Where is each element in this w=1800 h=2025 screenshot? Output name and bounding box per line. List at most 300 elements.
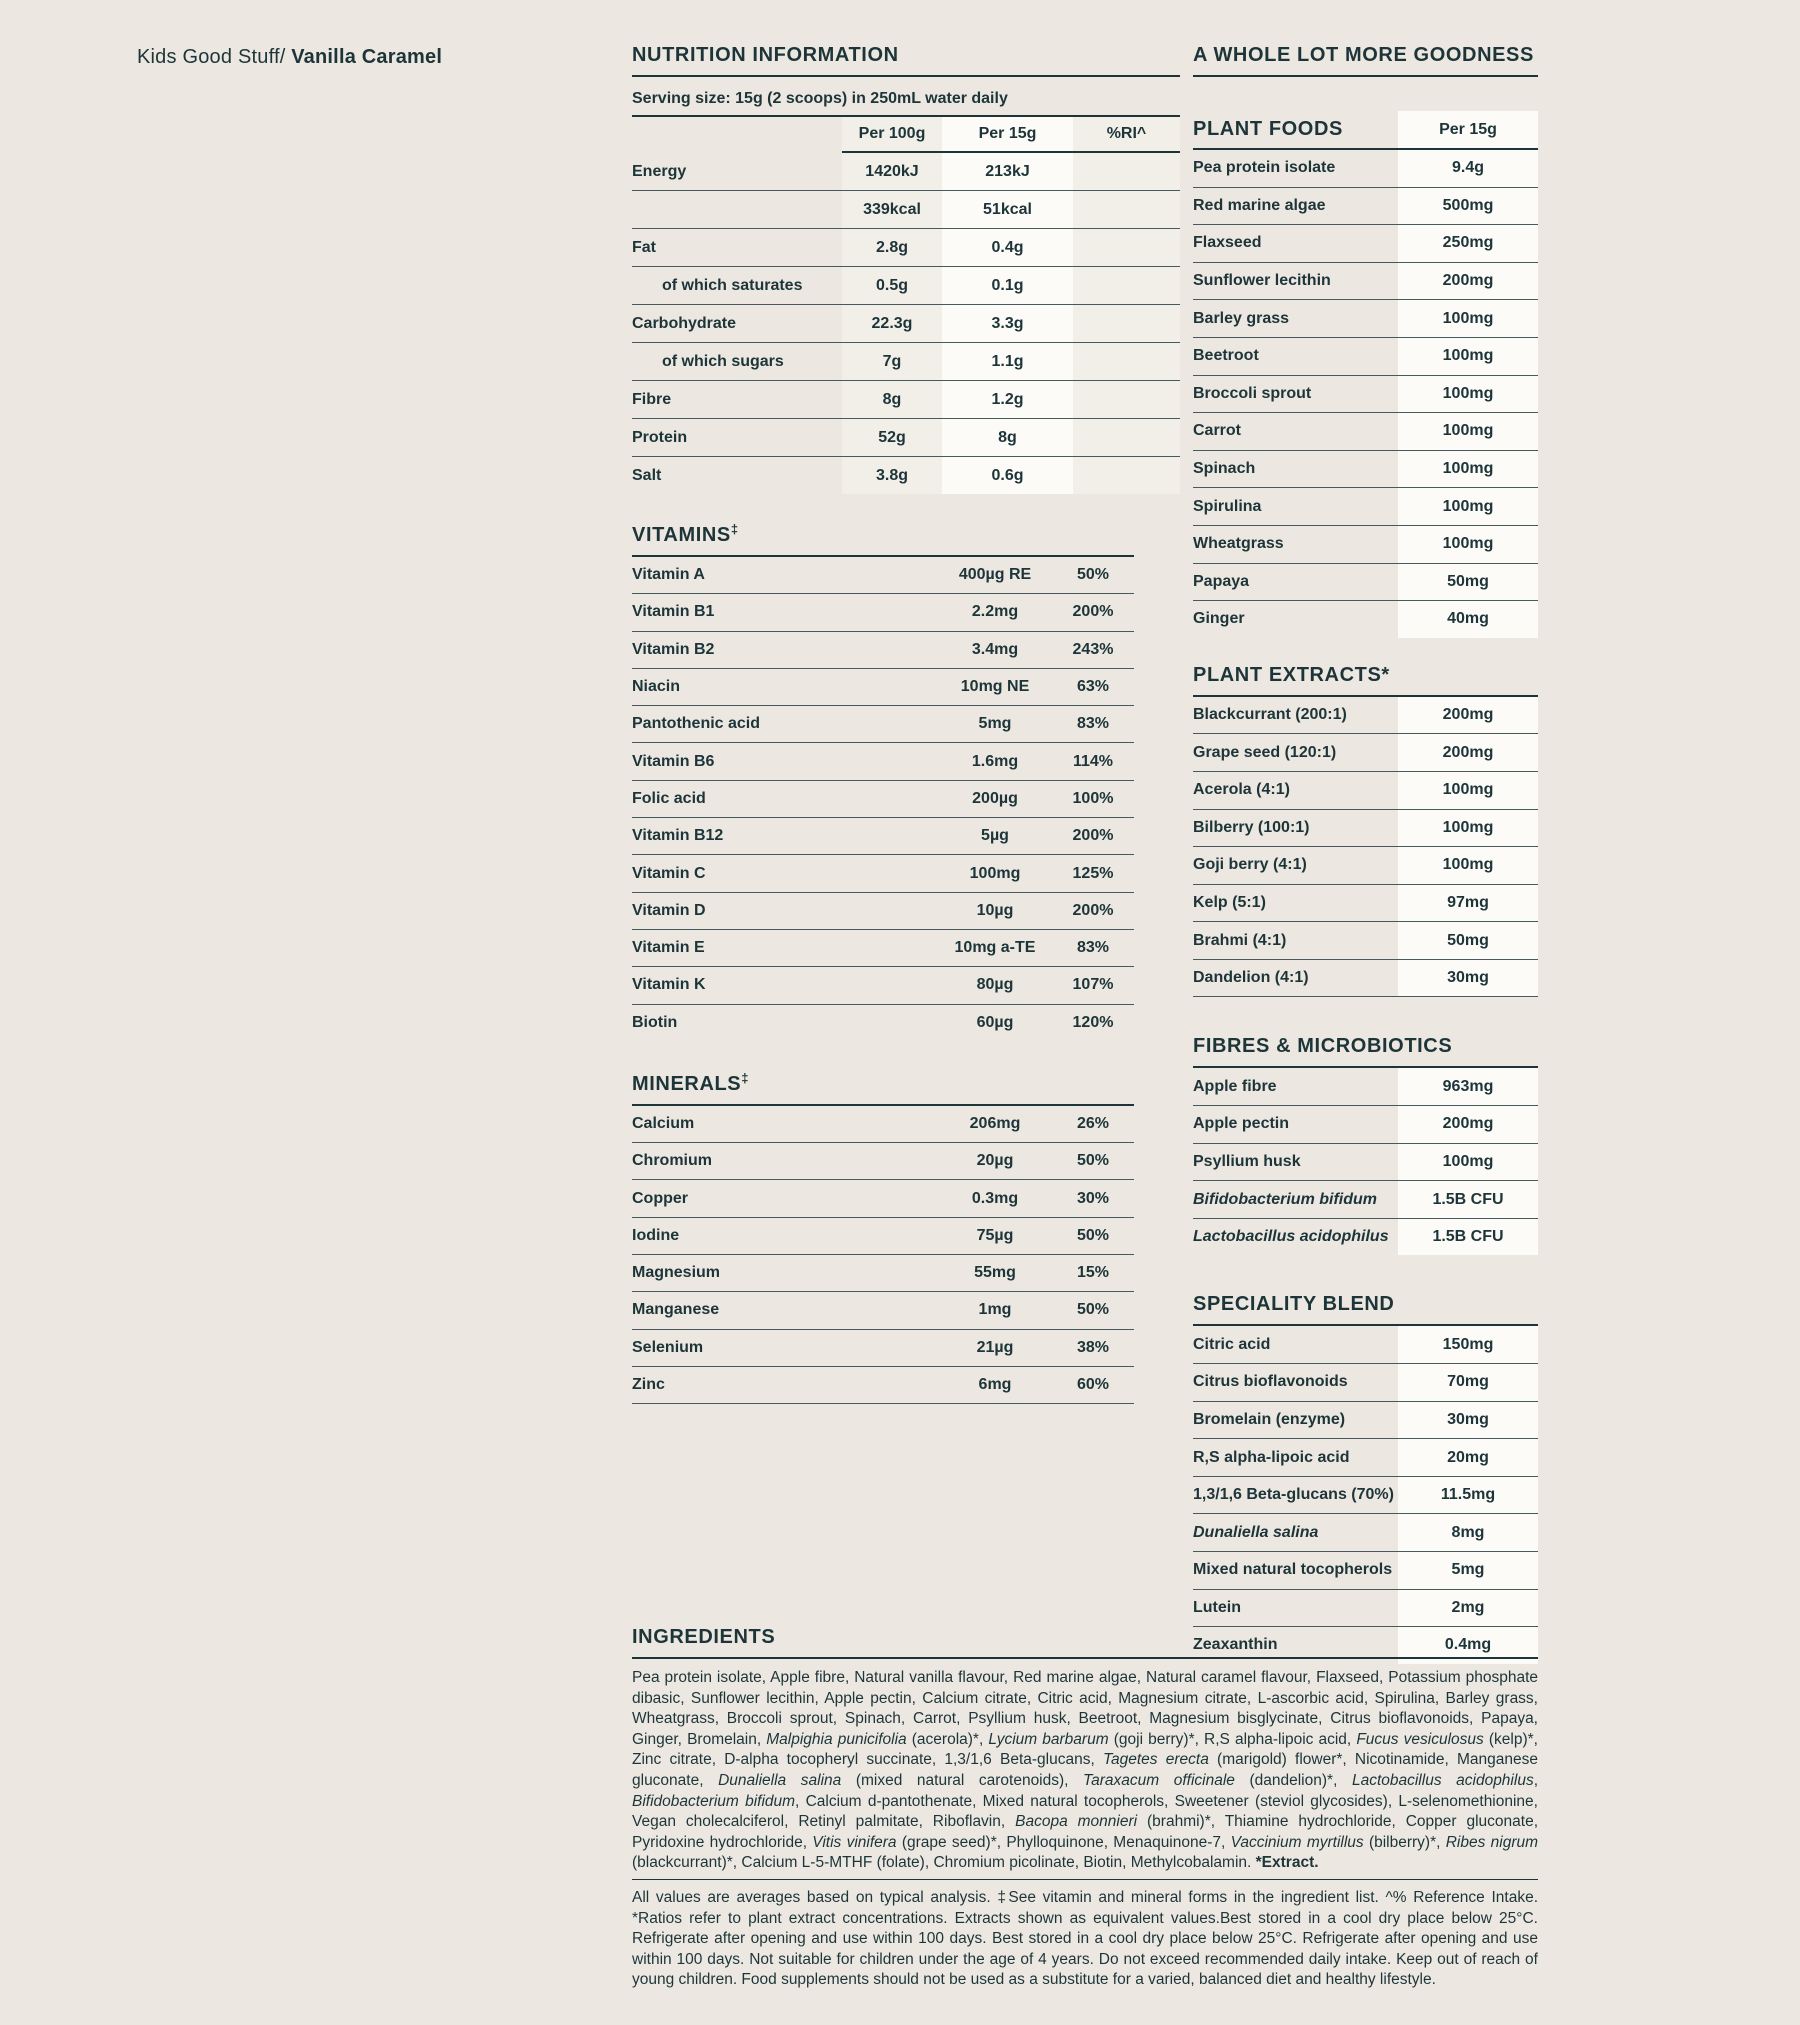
ri-value xyxy=(1073,191,1180,228)
per-100g-value: 339kcal xyxy=(842,191,942,228)
ingredients-segment: Vaccinium myrtillus xyxy=(1230,1833,1364,1851)
micronutrient-label: Copper xyxy=(632,1189,688,1207)
ingredient-amount: 200mg xyxy=(1398,697,1538,734)
micronutrient-label: Zinc xyxy=(632,1376,665,1394)
ri-value xyxy=(1073,457,1180,494)
nutrition-row xyxy=(632,380,1180,418)
ingredient-amount: 100mg xyxy=(1398,376,1538,413)
goodness-subsection xyxy=(1193,664,1538,998)
micronutrient-label: Vitamin B6 xyxy=(632,752,715,770)
minerals-heading xyxy=(632,1070,1134,1106)
goodness-row xyxy=(1193,487,1538,525)
nutrient-label: Fibre xyxy=(632,390,672,408)
micronutrient-label: Vitamin C xyxy=(632,864,706,882)
ingredients-segment: (blackcurrant)*, Calcium L-5-MTHF (folate), Chromium picolinate, Biotin, Methylcobalamin. xyxy=(632,1854,1256,1872)
micronutrient-label: Iodine xyxy=(632,1226,680,1244)
ingredient-amount: 100mg xyxy=(1398,810,1538,847)
micronutrient-row xyxy=(632,1291,1134,1328)
ri-value xyxy=(1073,229,1180,266)
per-15g-value: 3.3g xyxy=(942,305,1073,342)
per-100g-value: 1420kJ xyxy=(842,153,942,190)
goodness-sections xyxy=(1193,111,1538,1664)
ingredient-name: Bifidobacterium bifidum xyxy=(1193,1190,1377,1208)
ingredient-amount: 1.5B CFU xyxy=(1398,1181,1538,1218)
nutrition-row xyxy=(632,456,1180,494)
micronutrient-label: Calcium xyxy=(632,1115,695,1132)
goodness-subsection xyxy=(1193,1293,1538,1663)
goodness-row xyxy=(1193,1363,1538,1401)
micronutrient-value: 200µg xyxy=(972,789,1018,807)
goodness-row xyxy=(1193,600,1538,638)
micronutrient-ri: 60% xyxy=(1076,1376,1110,1394)
per-100g-value: 2.8g xyxy=(842,229,942,266)
ingredients-segment: Lycium barbarum xyxy=(988,1730,1109,1748)
ingredient-amount: 100mg xyxy=(1398,338,1538,375)
column-header-ri: %RI^ xyxy=(1073,117,1180,153)
per-100g-value: 0.5g xyxy=(842,267,942,304)
ingredient-amount: 150mg xyxy=(1398,1326,1538,1363)
micronutrient-value: 6mg xyxy=(978,1376,1012,1394)
goodness-row xyxy=(1193,525,1538,563)
micronutrient-label: Chromium xyxy=(632,1152,712,1170)
goodness-row xyxy=(1193,1438,1538,1476)
ingredient-name: Mixed natural tocopherols xyxy=(1193,1561,1393,1579)
ingredient-name: Spinach xyxy=(1193,460,1256,478)
nutrition-column xyxy=(632,44,1180,1404)
ingredient-name: Apple pectin xyxy=(1193,1115,1290,1133)
micronutrient-label: Vitamin B1 xyxy=(632,603,715,621)
nutrition-table xyxy=(632,117,1180,494)
micronutrient-value: 100mg xyxy=(969,864,1021,882)
ingredients-segment: Tagetes erecta xyxy=(1102,1751,1209,1769)
ingredients-segment: (bilberry)*, xyxy=(1363,1833,1446,1851)
micronutrient-value: 1.6mg xyxy=(971,752,1019,770)
ingredient-amount: 100mg xyxy=(1398,413,1538,450)
vitamins-table xyxy=(632,557,1134,1041)
ingredients-segment: Fucus vesiculosus xyxy=(1356,1730,1484,1748)
goodness-row xyxy=(1193,563,1538,601)
micronutrient-ri: 50% xyxy=(1076,1152,1110,1170)
ingredient-amount: 50mg xyxy=(1398,922,1538,959)
ingredients-segment: (acerola)*, xyxy=(906,1730,989,1748)
ri-value xyxy=(1073,153,1180,190)
micronutrient-label: Vitamin E xyxy=(632,939,705,957)
ingredient-name: Ginger xyxy=(1193,610,1245,628)
column-header-per-15g: Per 15g xyxy=(1398,111,1538,148)
ingredient-amount: 250mg xyxy=(1398,225,1538,262)
micronutrient-row xyxy=(632,1106,1134,1142)
ingredient-amount: 200mg xyxy=(1398,1106,1538,1143)
nutrient-label: Salt xyxy=(632,466,662,484)
nutrient-label: Protein xyxy=(632,428,688,446)
ingredients-section xyxy=(632,1626,1538,1991)
goodness-row xyxy=(1193,262,1538,300)
per-15g-value: 1.1g xyxy=(942,343,1073,380)
goodness-row xyxy=(1193,1476,1538,1514)
goodness-row xyxy=(1193,1180,1538,1218)
per-15g-value: 0.4g xyxy=(942,229,1073,266)
micronutrient-row xyxy=(632,1254,1134,1291)
micronutrient-ri: 50% xyxy=(1076,1226,1110,1244)
nutrition-row xyxy=(632,190,1180,228)
goodness-row xyxy=(1193,1143,1538,1181)
micronutrient-ri: 125% xyxy=(1072,864,1114,882)
goodness-row xyxy=(1193,1589,1538,1627)
per-100g-value: 3.8g xyxy=(842,457,942,494)
micronutrient-ri: 26% xyxy=(1076,1115,1110,1132)
minerals-table xyxy=(632,1106,1134,1404)
micronutrient-ri: 83% xyxy=(1076,939,1110,957)
ingredient-name: Blackcurrant (200:1) xyxy=(1193,706,1347,724)
micronutrient-value: 400µg RE xyxy=(958,566,1032,584)
micronutrient-row xyxy=(632,593,1134,630)
micronutrient-row xyxy=(632,929,1134,966)
footnotes-paragraph: All values are averages based on typical analysis. ‡See vitamin and mineral forms in the ingredient list. ^% Reference Intake. *Ratios refer to plant extract concentrations. Extracts shown as equivalent values.Best stored in a cool dry place below 25°C. Refrigerate after opening and use within 100 days. Best stored in a cool dry place below 25°C. Refrigerate after opening and use within 100 days. Not suitable for children under the age of 4 years. Do not exceed recommended daily intake. Keep out of reach of young children. Food supplements should not be used as a substitute for a varied, balanced diet and healthy lifestyle. xyxy=(632,1888,1538,1989)
micronutrient-value: 55mg xyxy=(974,1264,1016,1282)
micronutrient-row xyxy=(632,1217,1134,1254)
per-15g-value: 51kcal xyxy=(942,191,1073,228)
ingredient-amount: 100mg xyxy=(1398,772,1538,809)
vitamins-section xyxy=(632,521,1134,1404)
ingredient-amount: 100mg xyxy=(1398,526,1538,563)
goodness-row xyxy=(1193,1551,1538,1589)
micronutrient-value: 10mg a-TE xyxy=(954,939,1036,957)
micronutrient-row xyxy=(632,1142,1134,1179)
micronutrient-value: 2.2mg xyxy=(971,603,1019,621)
goodness-row xyxy=(1193,809,1538,847)
dagger-mark: ‡ xyxy=(730,521,739,537)
ingredient-name: Bilberry (100:1) xyxy=(1193,818,1310,836)
micronutrient-ri: 120% xyxy=(1072,1013,1114,1031)
ingredient-name: Dandelion (4:1) xyxy=(1193,969,1309,987)
ingredient-name: Sunflower lecithin xyxy=(1193,272,1331,290)
micronutrient-ri: 15% xyxy=(1076,1264,1110,1282)
ingredient-amount: 100mg xyxy=(1398,451,1538,488)
ingredients-segment: Dunaliella salina xyxy=(718,1771,842,1789)
goodness-row xyxy=(1193,733,1538,771)
column-header-per-15g: Per 15g xyxy=(942,117,1073,153)
ingredient-name: Barley grass xyxy=(1193,309,1290,327)
goodness-table xyxy=(1193,697,1538,998)
micronutrient-label: Biotin xyxy=(632,1013,678,1031)
ingredient-amount: 2mg xyxy=(1398,1590,1538,1627)
goodness-row xyxy=(1193,187,1538,225)
ingredients-segment: (goji berry)*, R,S alpha-lipoic acid, xyxy=(1108,1730,1357,1748)
ingredients-paragraph xyxy=(632,1668,1538,1874)
ingredient-name: Apple fibre xyxy=(1193,1077,1277,1095)
minerals-heading-text: MINERALS xyxy=(632,1072,742,1095)
micronutrient-row xyxy=(632,631,1134,668)
micronutrient-label: Vitamin K xyxy=(632,976,706,994)
ingredient-name: Lactobacillus acidophilus xyxy=(1193,1228,1389,1246)
ingredient-amount: 8mg xyxy=(1398,1514,1538,1551)
ingredient-name: Kelp (5:1) xyxy=(1193,893,1266,911)
micronutrient-row xyxy=(632,1329,1134,1366)
goodness-table xyxy=(1193,150,1538,638)
ingredients-segment: Bacopa monnieri xyxy=(1015,1813,1138,1831)
goodness-row xyxy=(1193,771,1538,809)
subsection-heading: PLANT FOODS xyxy=(1193,118,1343,140)
vitamins-heading-text: VITAMINS xyxy=(632,524,731,546)
goodness-table-header xyxy=(1193,111,1538,150)
micronutrient-value: 75µg xyxy=(976,1226,1014,1244)
micronutrient-row xyxy=(632,1004,1134,1041)
ingredient-amount: 30mg xyxy=(1398,960,1538,997)
ingredients-segment: (kelp)*, Zinc citrate, D-alpha tocopheryl succinate, 1,3/1,6 Beta-glucans, xyxy=(632,1730,1538,1769)
micronutrient-ri: 83% xyxy=(1076,715,1110,733)
nutrient-label: Fat xyxy=(632,238,656,256)
micronutrient-row xyxy=(632,1179,1134,1216)
micronutrient-label: Vitamin B12 xyxy=(632,827,724,845)
micronutrient-value: 1mg xyxy=(978,1301,1012,1319)
nutrient-label: Carbohydrate xyxy=(632,314,737,332)
micronutrient-row xyxy=(632,1366,1134,1403)
ingredient-amount: 200mg xyxy=(1398,734,1538,771)
goodness-row xyxy=(1193,1513,1538,1551)
micronutrient-value: 5mg xyxy=(978,715,1012,733)
ri-value xyxy=(1073,419,1180,456)
ingredients-heading: INGREDIENTS xyxy=(632,1626,1538,1659)
ingredient-amount: 100mg xyxy=(1398,1144,1538,1181)
ingredients-segment: , Calcium d-pantothenate, Mixed natural tocopherols, Sweetener (steviol glycosides), L-selenomethionine, Vegan cholecalciferol, Retinyl palmitate, Riboflavin, xyxy=(632,1792,1538,1831)
per-15g-value: 1.2g xyxy=(942,381,1073,418)
ingredient-amount: 20mg xyxy=(1398,1439,1538,1476)
ingredient-name: Psyllium husk xyxy=(1193,1152,1301,1170)
ingredient-name: Flaxseed xyxy=(1193,234,1262,252)
micronutrient-ri: 38% xyxy=(1076,1338,1110,1356)
micronutrient-value: 21µg xyxy=(976,1338,1014,1356)
micronutrient-row xyxy=(632,742,1134,779)
ri-value xyxy=(1073,343,1180,380)
ingredients-segment: , xyxy=(1533,1771,1538,1789)
ingredient-amount: 5mg xyxy=(1398,1552,1538,1589)
ingredient-name: Goji berry (4:1) xyxy=(1193,856,1307,874)
micronutrient-label: Vitamin B2 xyxy=(632,640,715,658)
nutrition-row xyxy=(632,304,1180,342)
divider-line xyxy=(632,1879,1538,1880)
ingredients-segment: Pea protein isolate, Apple fibre, Natural vanilla flavour, Red marine algae, Natural caramel flavour, Flaxseed, Potassium phosphate dibasic, Sunflower lecithin, Apple pectin, Calcium citrate, Citric acid, Magnesium citrate, L-ascorbic acid, Spirulina, Barley grass, Wheatgrass, Broccoli sprout, Spinach, Carrot, Psyllium husk, Beetroot, Magnesium bisglycinate, Citrus bioflavonoids, Papaya, Ginger, Bromelain, xyxy=(632,1669,1538,1748)
ingredient-name: Brahmi (4:1) xyxy=(1193,931,1287,949)
micronutrient-label: Folic acid xyxy=(632,789,706,807)
ingredient-amount: 0.4mg xyxy=(1398,1627,1538,1664)
goodness-row xyxy=(1193,1326,1538,1363)
goodness-row xyxy=(1193,450,1538,488)
ingredients-segment: Lactobacillus acidophilus xyxy=(1351,1771,1534,1789)
micronutrient-ri: 200% xyxy=(1072,901,1114,919)
micronutrient-value: 3.4mg xyxy=(971,640,1019,658)
micronutrient-value: 10mg NE xyxy=(960,678,1030,696)
per-100g-value: 52g xyxy=(842,419,942,456)
product-line-name: Kids Good Stuff/ xyxy=(137,46,286,68)
ingredient-name: Dunaliella salina xyxy=(1193,1523,1319,1541)
goodness-table xyxy=(1193,1326,1538,1663)
nutrition-row xyxy=(632,418,1180,456)
ri-value xyxy=(1073,381,1180,418)
goodness-subsection xyxy=(1193,111,1538,638)
ingredient-name: 1,3/1,6 Beta-glucans (70%) xyxy=(1193,1486,1394,1504)
ri-value xyxy=(1073,305,1180,342)
ingredients-segment: (brahmi)*, Thiamine hydrochloride, Copper gluconate, Pyridoxine hydrochloride, xyxy=(632,1813,1538,1851)
column-header-per-100g: Per 100g xyxy=(842,117,942,153)
ingredient-name: Lutein xyxy=(1193,1598,1241,1616)
ingredients-segment: (mixed natural carotenoids), xyxy=(841,1771,1084,1789)
nutrition-table-header xyxy=(632,117,1180,153)
micronutrient-ri: 30% xyxy=(1076,1189,1110,1207)
micronutrient-ri: 50% xyxy=(1076,566,1110,584)
ingredients-segment: Taraxacum officinale xyxy=(1083,1771,1235,1789)
per-15g-value: 8g xyxy=(942,419,1073,456)
ingredient-amount: 40mg xyxy=(1398,601,1538,638)
ingredients-segment: Bifidobacterium bifidum xyxy=(632,1792,796,1810)
ingredients-segment: (marigold) flower*, Nicotinamide, Manganese gluconate, xyxy=(632,1751,1539,1789)
micronutrient-ri: 107% xyxy=(1072,976,1114,994)
ingredient-name: Pea protein isolate xyxy=(1193,159,1336,177)
ingredient-name: Spirulina xyxy=(1193,497,1262,515)
goodness-row xyxy=(1193,1218,1538,1256)
goodness-row xyxy=(1193,884,1538,922)
nutrient-label: Energy xyxy=(632,162,687,180)
goodness-heading: A WHOLE LOT MORE GOODNESS xyxy=(1193,44,1538,77)
per-15g-value: 0.6g xyxy=(942,457,1073,494)
goodness-row xyxy=(1193,224,1538,262)
micronutrient-ri: 200% xyxy=(1072,827,1114,845)
dagger-mark: ‡ xyxy=(741,1070,750,1086)
ingredient-name: Broccoli sprout xyxy=(1193,384,1312,402)
ingredient-name: Papaya xyxy=(1193,572,1250,590)
per-100g-value: 8g xyxy=(842,381,942,418)
micronutrient-label: Selenium xyxy=(632,1338,704,1356)
ri-value xyxy=(1073,267,1180,304)
micronutrient-label: Magnesium xyxy=(632,1264,721,1282)
micronutrient-ri: 100% xyxy=(1072,789,1114,807)
ingredient-name: Carrot xyxy=(1193,422,1242,440)
micronutrient-row xyxy=(632,854,1134,891)
micronutrient-value: 5µg xyxy=(981,827,1009,845)
ingredient-amount: 1.5B CFU xyxy=(1398,1219,1538,1256)
ingredients-segment: (dandelion)*, xyxy=(1234,1771,1352,1789)
ingredient-name: Bromelain (enzyme) xyxy=(1193,1410,1346,1428)
ingredient-name: Beetroot xyxy=(1193,347,1259,365)
ingredients-segment: *Extract. xyxy=(1255,1854,1319,1872)
ingredient-amount: 70mg xyxy=(1398,1364,1538,1401)
nutrition-row xyxy=(632,153,1180,190)
goodness-row xyxy=(1193,1401,1538,1439)
per-100g-value: 7g xyxy=(842,343,942,380)
micronutrient-row xyxy=(632,892,1134,929)
per-15g-value: 213kJ xyxy=(942,153,1073,190)
goodness-row xyxy=(1193,1068,1538,1105)
product-title xyxy=(137,46,442,69)
micronutrient-label: Niacin xyxy=(632,678,681,696)
ingredient-amount: 200mg xyxy=(1398,263,1538,300)
ingredient-name: R,S alpha-lipoic acid xyxy=(1193,1448,1350,1466)
micronutrient-value: 206mg xyxy=(969,1115,1021,1132)
nutrition-rows xyxy=(632,153,1180,494)
micronutrient-value: 0.3mg xyxy=(971,1189,1019,1207)
ingredient-amount: 9.4g xyxy=(1398,150,1538,187)
per-100g-value: 22.3g xyxy=(842,305,942,342)
goodness-row xyxy=(1193,412,1538,450)
goodness-row xyxy=(1193,1105,1538,1143)
subsection-heading: SPECIALITY BLEND xyxy=(1193,1293,1538,1326)
ingredient-name: Grape seed (120:1) xyxy=(1193,743,1337,761)
nutrient-label xyxy=(632,191,842,228)
micronutrient-row xyxy=(632,557,1134,593)
ingredient-name: Zeaxanthin xyxy=(1193,1636,1278,1654)
micronutrient-value: 80µg xyxy=(976,976,1014,994)
micronutrient-value: 20µg xyxy=(976,1152,1014,1170)
ingredient-amount: 97mg xyxy=(1398,885,1538,922)
micronutrient-row xyxy=(632,668,1134,705)
micronutrient-label: Pantothenic acid xyxy=(632,715,761,733)
goodness-row xyxy=(1193,150,1538,187)
ingredient-amount: 963mg xyxy=(1398,1068,1538,1105)
ingredient-amount: 50mg xyxy=(1398,564,1538,601)
micronutrient-value: 60µg xyxy=(976,1013,1014,1031)
ingredient-name: Acerola (4:1) xyxy=(1193,781,1290,799)
micronutrient-label: Vitamin D xyxy=(632,901,706,919)
goodness-row xyxy=(1193,697,1538,734)
micronutrient-ri: 200% xyxy=(1072,603,1114,621)
ingredient-name: Red marine algae xyxy=(1193,196,1326,214)
micronutrient-row xyxy=(632,780,1134,817)
ingredients-segment: Vitis vinifera xyxy=(812,1833,897,1851)
goodness-row xyxy=(1193,375,1538,413)
goodness-row xyxy=(1193,299,1538,337)
ingredients-segment: Ribes nigrum xyxy=(1445,1833,1539,1851)
ingredient-amount: 100mg xyxy=(1398,488,1538,525)
goodness-row xyxy=(1193,337,1538,375)
ingredient-name: Citrus bioflavonoids xyxy=(1193,1373,1348,1391)
ingredients-segment: Malpighia punicifolia xyxy=(766,1730,907,1748)
micronutrient-row xyxy=(632,705,1134,742)
nutrient-label: of which sugars xyxy=(662,352,784,370)
micronutrient-ri: 63% xyxy=(1076,678,1110,696)
goodness-subsection xyxy=(1193,1035,1538,1255)
product-flavour: Vanilla Caramel xyxy=(291,46,443,68)
goodness-row xyxy=(1193,846,1538,884)
ingredient-amount: 11.5mg xyxy=(1398,1477,1538,1514)
micronutrient-value: 10µg xyxy=(976,901,1014,919)
ingredient-amount: 500mg xyxy=(1398,188,1538,225)
spacer-cell xyxy=(632,117,842,153)
micronutrient-ri: 243% xyxy=(1072,640,1114,658)
goodness-row xyxy=(1193,921,1538,959)
ingredients-segment: (grape seed)*, Phylloquinone, Menaquinone-7, xyxy=(896,1833,1231,1851)
nutrition-row xyxy=(632,342,1180,380)
goodness-row xyxy=(1193,959,1538,997)
goodness-column xyxy=(1193,44,1538,1664)
micronutrient-row xyxy=(632,817,1134,854)
nutrition-row xyxy=(632,266,1180,304)
ingredient-amount: 100mg xyxy=(1398,300,1538,337)
subsection-heading: FIBRES & MICROBIOTICS xyxy=(1193,1035,1538,1068)
ingredient-name: Wheatgrass xyxy=(1193,535,1284,553)
ingredient-amount: 100mg xyxy=(1398,847,1538,884)
micronutrient-ri: 114% xyxy=(1072,752,1114,770)
micronutrient-row xyxy=(632,966,1134,1003)
ingredient-amount: 30mg xyxy=(1398,1402,1538,1439)
micronutrient-ri: 50% xyxy=(1076,1301,1110,1319)
subsection-heading: PLANT EXTRACTS* xyxy=(1193,664,1538,697)
nutrition-row xyxy=(632,228,1180,266)
serving-size: Serving size: 15g (2 scoops) in 250mL water daily xyxy=(632,90,1180,117)
per-15g-value: 0.1g xyxy=(942,267,1073,304)
nutrition-heading: NUTRITION INFORMATION xyxy=(632,44,1180,77)
micronutrient-label: Manganese xyxy=(632,1301,720,1319)
goodness-table xyxy=(1193,1068,1538,1255)
ingredient-name: Citric acid xyxy=(1193,1335,1271,1353)
